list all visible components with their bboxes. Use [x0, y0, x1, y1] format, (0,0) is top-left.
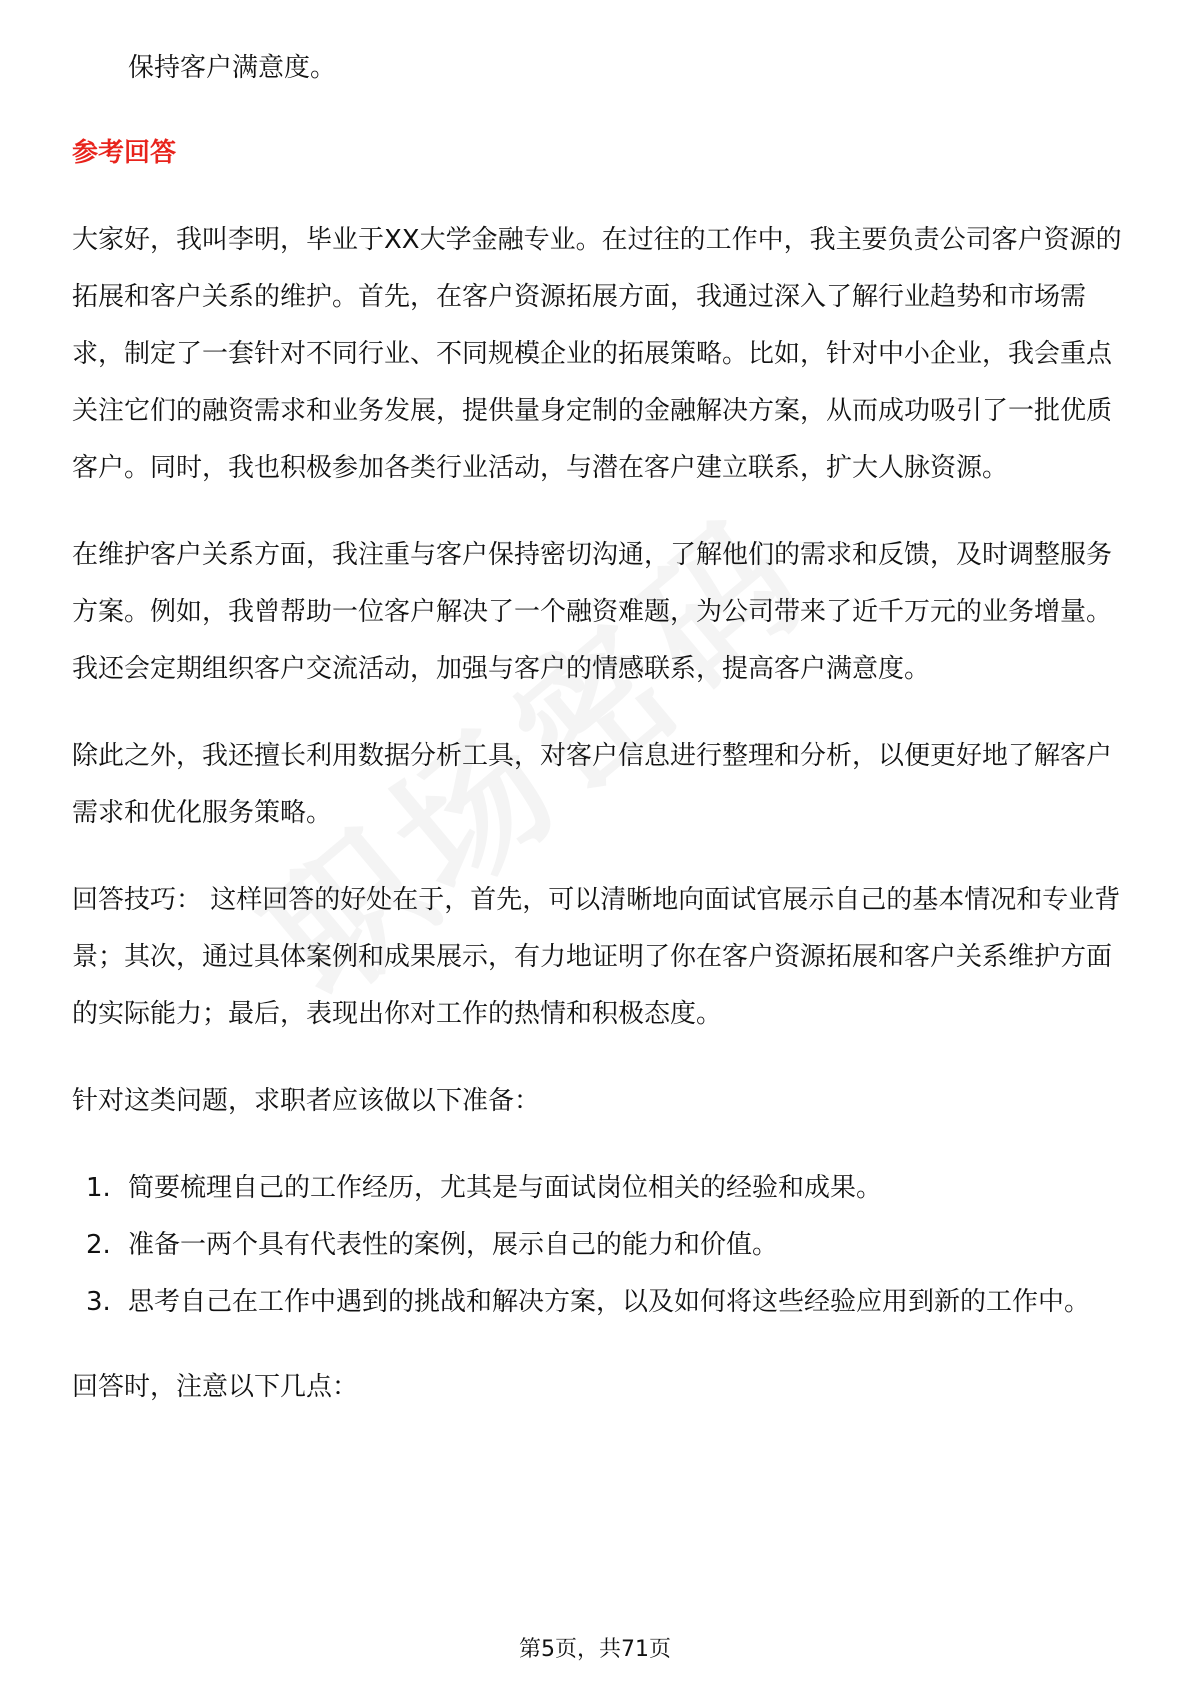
section-heading: 参考回答 — [72, 138, 177, 168]
list-item-text: 简要梳理自己的工作经历，尤其是与面试岗位相关的经验和成果。 — [128, 1173, 883, 1203]
preparation-intro: 针对这类问题，求职者应该做以下准备： — [72, 1086, 541, 1116]
document-body — [72, 40, 1122, 1446]
continued-list-line: 保持客户满意度。 — [128, 53, 337, 83]
list-item-text: 准备一两个具有代表性的案例，展示自己的能力和价值。 — [128, 1230, 779, 1260]
list-item-number: 3. — [86, 1287, 111, 1317]
page-footer: 第5页，共71页 — [519, 1637, 671, 1662]
list-item-number: 2. — [86, 1230, 111, 1260]
answer-tips-paragraph: 回答技巧： 这样回答的好处在于，首先，可以清晰地向面试官展示自己的基本情况和专业背景；其次，通过具体案例和成果展示，有力地证明了你在客户资源拓展和客户关系维护方面的实际能力；最后，表现出你对工作的热情和积极态度。 — [72, 885, 1121, 1029]
answer-paragraph-2: 在维护客户关系方面，我注重与客户保持密切沟通，了解他们的需求和反馈，及时调整服务方案。例如，我曾帮助一位客户解决了一个融资难题，为公司带来了近千万元的业务增量。我还会定期组织客户交流活动，加强与客户的情感联系，提高客户满意度。 — [72, 540, 1113, 684]
list-item-text: 思考自己在工作中遇到的挑战和解决方案，以及如何将这些经验应用到新的工作中。 — [128, 1287, 1091, 1317]
list-item — [72, 1274, 1122, 1331]
list-item — [72, 1160, 1122, 1217]
list-item-number: 1. — [86, 1173, 111, 1203]
preparation-list — [72, 1160, 1122, 1331]
closing-paragraph: 回答时，注意以下几点： — [72, 1372, 359, 1402]
list-item — [72, 1217, 1122, 1274]
answer-paragraph-1: 大家好，我叫李明，毕业于XX大学金融专业。在过往的工作中，我主要负责公司客户资源的拓展和客户关系的维护。首先，在客户资源拓展方面，我通过深入了解行业趋势和市场需求，制定了一套针对不同行业、不同规模企业的拓展策略。比如，针对中小企业，我会重点关注它们的融资需求和业务发展，提供量身定制的金融解决方案，从而成功吸引了一批优质客户。同时，我也积极参加各类行业活动，与潜在客户建立联系，扩大人脉资源。 — [72, 225, 1122, 483]
answer-paragraph-3: 除此之外，我还擅长利用数据分析工具，对客户信息进行整理和分析，以便更好地了解客户需求和优化服务策略。 — [72, 741, 1113, 828]
